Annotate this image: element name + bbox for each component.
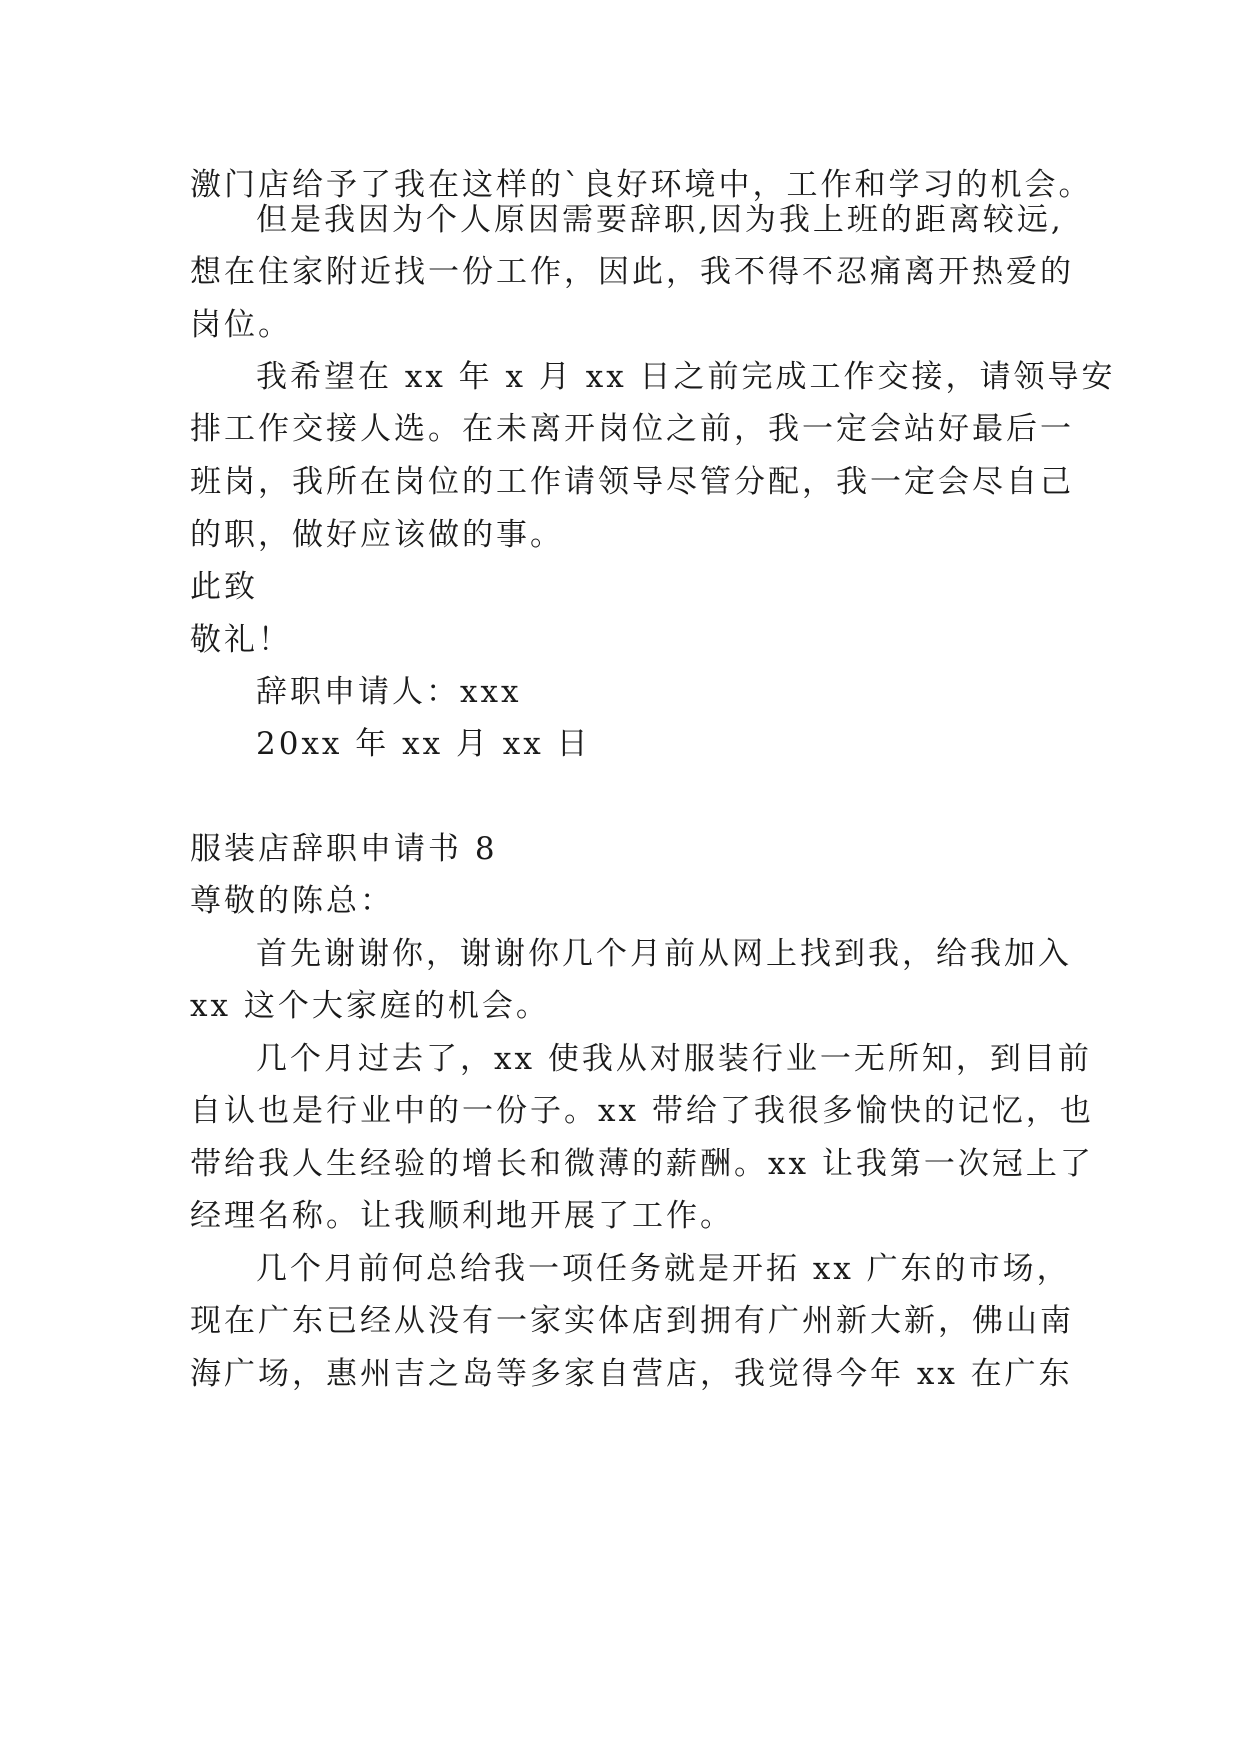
paragraph-line: 自认也是行业中的一份子。xx 带给了我很多愉快的记忆，也 <box>190 1093 1094 1129</box>
paragraph-line: 但是我因为个人原因需要辞职,因为我上班的距离较远, <box>256 202 1064 238</box>
paragraph-line: 排工作交接人选。在未离开岗位之前，我一定会站好最后一 <box>190 411 1074 447</box>
paragraph-line: 海广场，惠州吉之岛等多家自营店，我觉得今年 xx 在广东 <box>190 1356 1073 1392</box>
paragraph-line: 激门店给予了我在这样的`良好环境中，工作和学习的机会。 <box>190 167 1093 203</box>
salutation: 尊敬的陈总： <box>190 883 394 919</box>
paragraph-line: 几个月过去了，xx 使我从对服装行业一无所知，到目前 <box>256 1041 1092 1077</box>
section-title: 服装店辞职申请书 8 <box>190 831 498 867</box>
paragraph-line: 我希望在 xx 年 x 月 xx 日之前完成工作交接，请领导安 <box>256 359 1116 395</box>
paragraph-line: 的职，做好应该做的事。 <box>190 517 564 553</box>
paragraph-line: xx 这个大家庭的机会。 <box>190 988 550 1024</box>
signature-line: 辞职申请人：xxx <box>256 674 522 710</box>
date-line: 20xx 年 xx 月 xx 日 <box>256 726 591 762</box>
paragraph-line: 班岗，我所在岗位的工作请领导尽管分配，我一定会尽自己 <box>190 464 1074 500</box>
paragraph-line: 岗位。 <box>190 307 292 343</box>
closing-line: 此致 <box>190 569 258 605</box>
paragraph-line: 现在广东已经从没有一家实体店到拥有广州新大新，佛山南 <box>190 1303 1074 1339</box>
paragraph-line: 带给我人生经验的增长和微薄的薪酬。xx 让我第一次冠上了 <box>190 1146 1094 1182</box>
paragraph-line: 几个月前何总给我一项任务就是开拓 xx 广东的市场， <box>256 1251 1071 1287</box>
paragraph-line: 经理名称。让我顺利地开展了工作。 <box>190 1198 734 1234</box>
paragraph-line: 首先谢谢你，谢谢你几个月前从网上找到我，给我加入 <box>256 936 1072 972</box>
closing-line: 敬礼！ <box>190 622 292 658</box>
paragraph-line: 想在住家附近找一份工作，因此，我不得不忍痛离开热爱的 <box>190 254 1074 290</box>
